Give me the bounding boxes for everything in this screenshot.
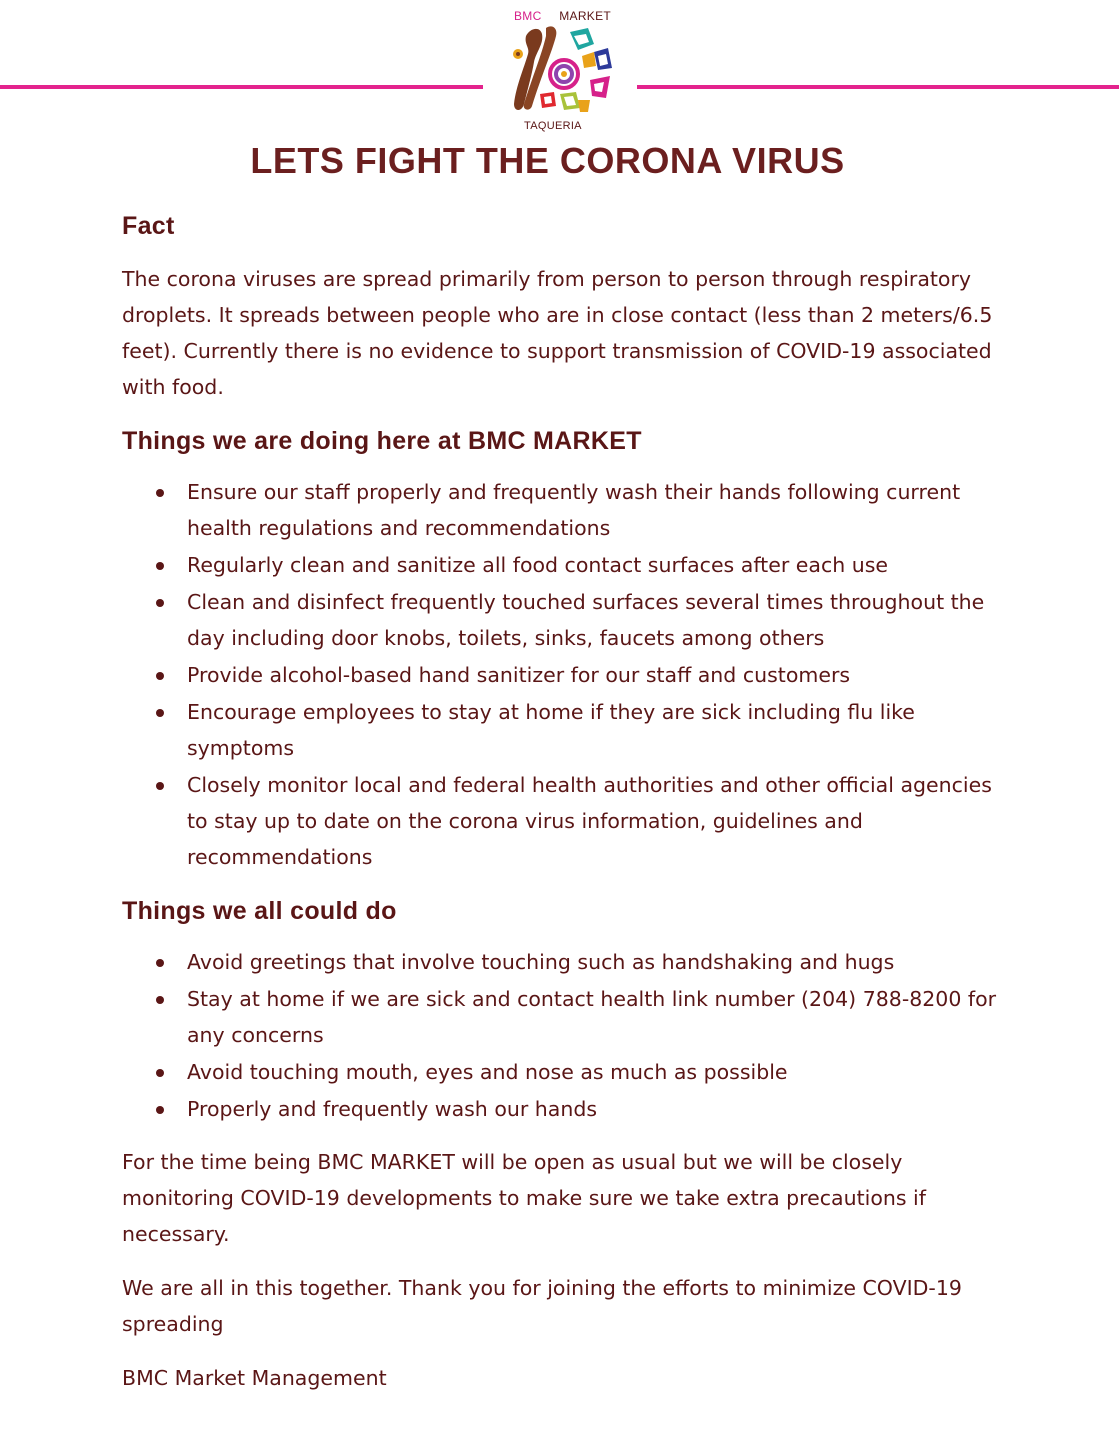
list-item: Avoid greetings that involve touching such as handshaking and hugs <box>122 944 1002 980</box>
list-item: Stay at home if we are sick and contact health link number (204) 788-8200 for any concerns <box>122 981 1002 1053</box>
closing-paragraph-2: We are all in this together. Thank you for joining the efforts to minimize COVID-19 spreading <box>122 1276 962 1336</box>
list-item: Provide alcohol-based hand sanitizer for our staff and customers <box>122 657 1002 693</box>
list-item: Encourage employees to stay at home if they are sick including flu like symptoms <box>122 694 1002 766</box>
could-heading: Things we all could do <box>122 897 397 925</box>
header-rule-right <box>637 85 1119 89</box>
bmc-market-logo <box>500 6 620 136</box>
logo-brand-left: BMC <box>514 9 542 23</box>
list-item: Closely monitor local and federal health authorities and other official agencies to stay up to date on the corona virus information, guidelines and recommendations <box>122 767 1002 875</box>
list-item: Ensure our staff properly and frequently wash their hands following current health regulations and recommendations <box>122 474 1002 546</box>
header-rule-left <box>0 85 483 89</box>
doing-list <box>122 474 1002 875</box>
closing-paragraph-1: For the time being BMC MARKET will be open as usual but we will be closely monitoring COVID-19 developments to make sure we take extra precautions if necessary. <box>122 1150 926 1246</box>
doing-heading: Things we are doing here at BMC MARKET <box>122 427 642 455</box>
list-item: Avoid touching mouth, eyes and nose as much as possible <box>122 1054 1002 1090</box>
list-item: Properly and frequently wash our hands <box>122 1091 1002 1127</box>
signature: BMC Market Management <box>122 1366 387 1390</box>
logo-brand-top <box>514 9 611 23</box>
logo-emblem-icon <box>506 22 614 120</box>
fact-heading: Fact <box>122 212 175 240</box>
list-item: Regularly clean and sanitize all food contact surfaces after each use <box>122 547 1002 583</box>
list-item: Clean and disinfect frequently touched surfaces several times throughout the day including door knobs, toilets, sinks, faucets among others <box>122 584 1002 656</box>
fact-paragraph: The corona viruses are spread primarily from person to person through respiratory droplets. It spreads between people who are in close contact (less than 2 meters/6.5 feet). Currently there is no evidence to support transmission of COVID-19 associated with food. <box>122 267 993 399</box>
page-title: LETS FIGHT THE CORONA VIRUS <box>250 140 845 181</box>
logo-brand-right: MARKET <box>559 9 612 23</box>
logo-brand-bottom: TAQUERIA <box>524 120 582 132</box>
notice-body <box>122 212 1002 1396</box>
could-list <box>122 944 1002 1127</box>
